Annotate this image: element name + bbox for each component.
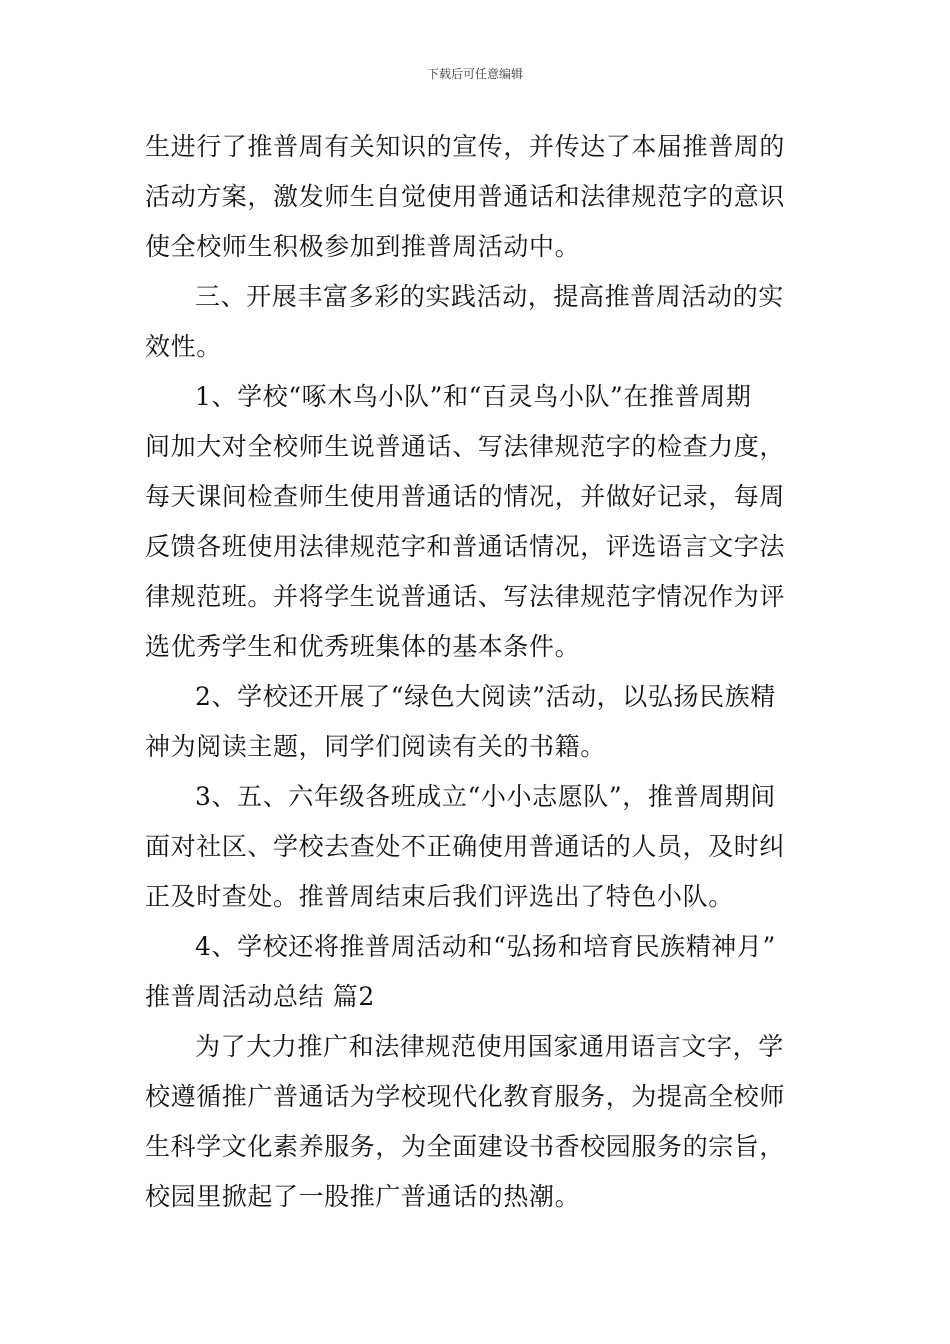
text-line: 2、学校还开展了“绿色大阅读”活动，以弘扬民族精 <box>195 682 776 711</box>
text-line: 三、开展丰富多彩的实践活动，提高推普周活动的实 <box>195 282 784 311</box>
text-line: 4、学校还将推普周活动和“弘扬和培育民族精神月” <box>195 932 776 961</box>
text-line: 使全校师生积极参加到推普周活动中。 <box>145 232 581 261</box>
text-line: 活动方案，激发师生自觉使用普通话和法律规范字的意识 <box>145 182 786 211</box>
text-line: 生进行了推普周有关知识的宣传，并传达了本届推普周的 <box>145 132 786 161</box>
section-heading: 推普周活动总结 篇2 <box>145 982 375 1011</box>
text-line: 1、学校“啄木鸟小队”和“百灵鸟小队”在推普周期 <box>195 382 752 411</box>
text-line: 3、五、六年级各班成立“小小志愿队”，推普周期间 <box>195 782 776 811</box>
text-line: 为了大力推广和法律规范使用国家通用语言文字，学 <box>195 1032 784 1061</box>
text-line: 反馈各班使用法律规范字和普通话情况，评选语言文字法 <box>145 532 786 561</box>
text-line: 生科学文化素养服务，为全面建设书香校园服务的宗旨， <box>145 1132 786 1161</box>
text-line: 选优秀学生和优秀班集体的基本条件。 <box>145 632 581 661</box>
text-line: 律规范班。并将学生说普通话、写法律规范字情况作为评 <box>145 582 786 611</box>
document-body <box>145 122 810 1222</box>
text-line: 正及时查处。推普周结束后我们评选出了特色小队。 <box>145 882 734 911</box>
text-line: 每天课间检查师生使用普通话的情况，并做好记录，每周 <box>145 482 786 511</box>
page-header: 下载后可任意编辑 <box>426 67 523 81</box>
text-line: 效性。 <box>145 332 222 361</box>
text-line: 间加大对全校师生说普通话、写法律规范字的检查力度， <box>145 432 786 461</box>
text-line: 面对社区、学校去查处不正确使用普通话的人员，及时纠 <box>145 832 786 861</box>
text-line: 神为阅读主题，同学们阅读有关的书籍。 <box>145 732 606 761</box>
text-line: 校遵循推广普通话为学校现代化教育服务，为提高全校师 <box>145 1082 786 1111</box>
text-line: 校园里掀起了一股推广普通话的热潮。 <box>145 1182 581 1211</box>
